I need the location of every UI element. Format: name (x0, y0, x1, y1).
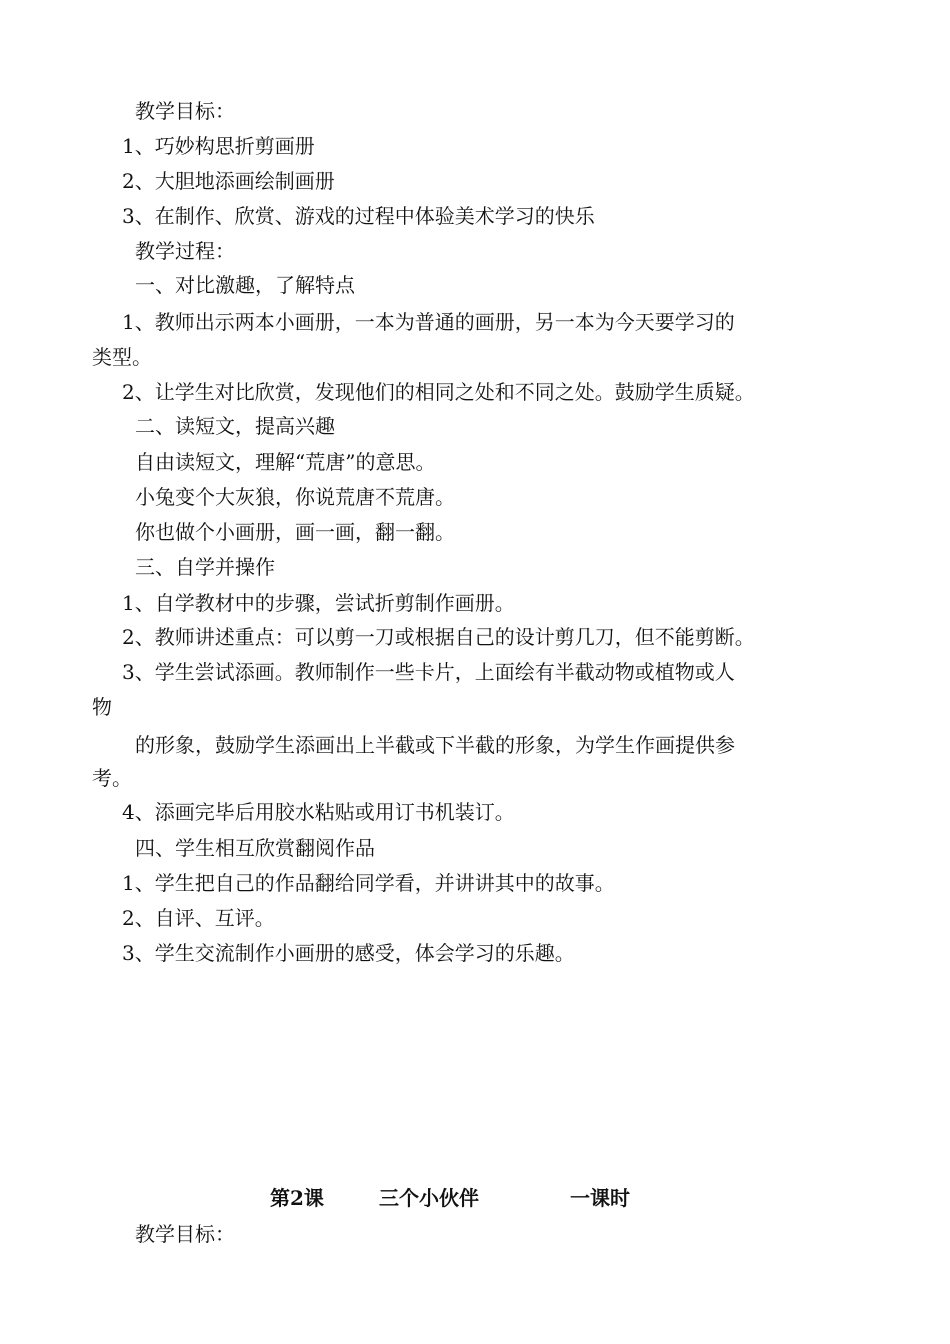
section-4-item-2: 2、自评、互评。 (122, 906, 275, 930)
lesson-2-number: 第2课 (270, 1186, 324, 1210)
lesson-2-name: 三个小伙伴 (379, 1186, 479, 1210)
section-1-item-1-cont: 类型。 (92, 345, 152, 369)
section-1-heading: 一、对比激趣，了解特点 (135, 273, 355, 297)
section-4-heading: 四、学生相互欣赏翻阅作品 (135, 836, 375, 860)
section-2-heading: 二、读短文，提高兴趣 (135, 414, 335, 438)
goal-item-3: 3、在制作、欣赏、游戏的过程中体验美术学习的快乐 (122, 204, 595, 228)
section-3-heading: 三、自学并操作 (135, 555, 275, 579)
goal-item-2: 2、大胆地添画绘制画册 (122, 169, 335, 193)
lesson-2-hours: 一课时 (570, 1186, 630, 1210)
section-3-item-3: 3、学生尝试添画。教师制作一些卡片，上面绘有半截动物或植物或人 (122, 660, 735, 684)
section-2-line-3: 你也做个小画册，画一画，翻一翻。 (135, 520, 455, 544)
section-3-item-2: 2、教师讲述重点：可以剪一刀或根据自己的设计剪几刀，但不能剪断。 (122, 625, 755, 649)
section-3-item-3-cont-2: 的形象，鼓励学生添画出上半截或下半截的形象，为学生作画提供参 (135, 733, 735, 757)
section-2-line-1: 自由读短文，理解“荒唐”的意思。 (135, 450, 436, 474)
section-3-item-1: 1、自学教材中的步骤，尝试折剪制作画册。 (122, 591, 515, 615)
section-2-line-2: 小兔变个大灰狼，你说荒唐不荒唐。 (135, 485, 455, 509)
goal-item-1: 1、巧妙构思折剪画册 (122, 134, 315, 158)
section-4-item-3: 3、学生交流制作小画册的感受，体会学习的乐趣。 (122, 941, 575, 965)
section-4-item-1: 1、学生把自己的作品翻给同学看，并讲讲其中的故事。 (122, 871, 615, 895)
lesson-2-goals-heading: 教学目标： (135, 1222, 235, 1246)
section-3-item-3-cont-3: 考。 (92, 766, 132, 790)
goals-heading: 教学目标： (135, 99, 235, 123)
section-1-item-1: 1、教师出示两本小画册，一本为普通的画册，另一本为今天要学习的 (122, 310, 735, 334)
section-3-item-4: 4、添画完毕后用胶水粘贴或用订书机装订。 (122, 800, 515, 824)
section-3-item-3-cont-1: 物 (92, 695, 112, 719)
section-1-item-2: 2、让学生对比欣赏，发现他们的相同之处和不同之处。鼓励学生质疑。 (122, 380, 755, 404)
process-heading: 教学过程： (135, 239, 235, 263)
